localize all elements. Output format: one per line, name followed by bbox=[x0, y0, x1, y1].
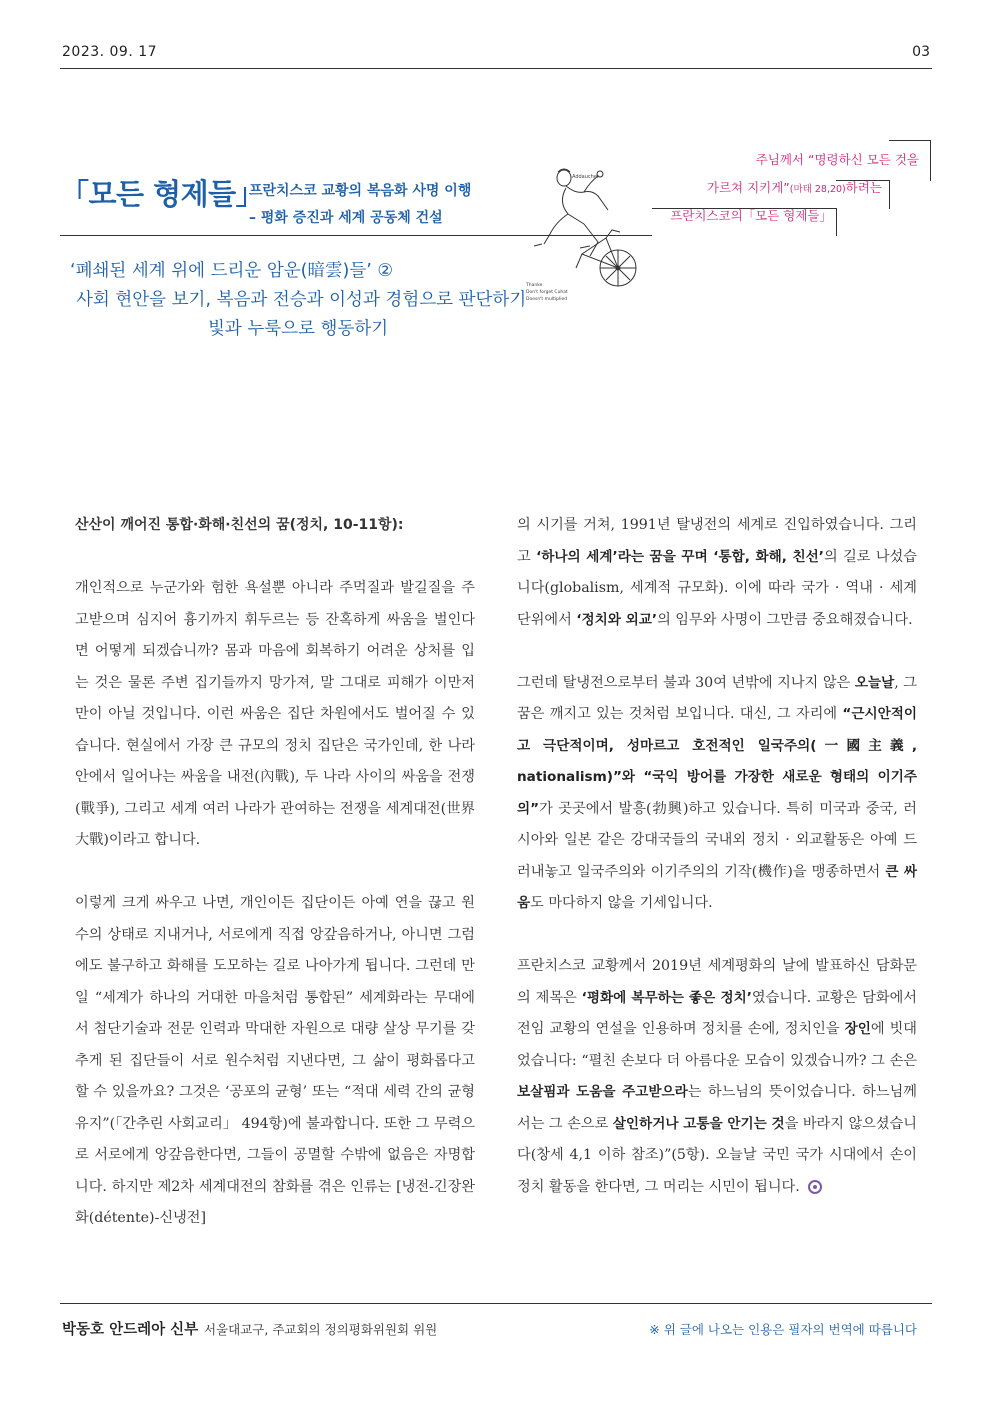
motto-line-2-text: 가르쳐 지키게” bbox=[706, 180, 790, 195]
translation-note: ※ 위 글에 나오는 인용은 필자의 번역에 따릅니다 bbox=[649, 1322, 917, 1337]
author-role: 서울대교구, 주교회의 정의평화위원회 위원 bbox=[204, 1322, 438, 1337]
illustration-caption-top: Addaucher bbox=[572, 174, 599, 180]
p4-emphasis-3: 큰 싸움 bbox=[517, 863, 917, 911]
p3-text-d: 의 임무와 사명이 그만큼 중요해졌습니다. bbox=[657, 611, 913, 628]
paragraph-3 bbox=[517, 510, 917, 636]
p5-text-d: 에 빗대었습니다: “펼친 손보다 더 아름다운 모습이 있겠습니까? 그 손은 bbox=[517, 1021, 917, 1069]
p5-text-f: 을 바라지 않으셨습니다(창세 4,1 이하 참조)”(5항). 오늘날 국민 국가 시대에서 손이 정치 활동을 한다면, 그 머리는 시민이 됩니다. bbox=[517, 1115, 917, 1195]
p4-text-a: 그런데 탈냉전으로부터 불과 30여 년밖에 지나지 않은 bbox=[517, 674, 855, 691]
p4-text-c: , 그 꿈은 깨지고 있는 것처럼 보입니다. 대신, 그 자리에 bbox=[517, 674, 917, 722]
article-title-line-1: ‘폐쇄된 세계 위에 드리운 암운(暗雲)들’ ② bbox=[70, 261, 394, 281]
motto-step-1 bbox=[889, 140, 931, 181]
body-column-left bbox=[75, 510, 475, 1266]
p4-emphasis-1: 오늘날 bbox=[854, 674, 895, 691]
p5-text-e: 는 하느님의 뜻이었습니다. 하느님께서는 그 손으로 bbox=[517, 1084, 917, 1132]
p4-text-e: 도 마다하지 않을 기세입니다. bbox=[530, 895, 713, 911]
motto-line-1: 주님께서 “명령하신 모든 것을 bbox=[755, 152, 919, 167]
end-of-article-icon bbox=[808, 1180, 822, 1194]
p5-emphasis-4: 살인하거나 고통을 안기는 것 bbox=[612, 1115, 785, 1132]
illustration-caption-2: Don't forget Cuhat bbox=[526, 290, 568, 295]
section-heading: 산산이 깨어진 통합·화해·친선의 꿈(정치, 10-11항): bbox=[75, 517, 404, 533]
paragraph-4 bbox=[517, 668, 917, 920]
issue-date: 2023. 09. 17 bbox=[62, 44, 158, 60]
article-title-line-2: 사회 현안을 보기, 복음과 전승과 이성과 경험으로 판단하기 bbox=[76, 290, 527, 310]
header-divider bbox=[60, 68, 932, 69]
p3-text-c: 의 길로 나섰습니다(globalism, 세계적 규모화). 이에 따라 국가 · 역내 · 세계 단위에서 bbox=[517, 548, 917, 628]
article-title-line-3: 빛과 누룩으로 행동하기 bbox=[208, 319, 389, 339]
series-subtitle-1: 프란치스코 교황의 복음화 사명 이행 bbox=[249, 183, 472, 199]
p5-text-c: 였습니다. 교황은 담화에서 전임 교황의 연설을 인용하며 정치를 손에, 정치인을 bbox=[517, 989, 917, 1037]
p3-emphasis-2: ‘정치와 외교’ bbox=[576, 611, 658, 628]
motto-step-3 bbox=[652, 208, 837, 236]
p5-emphasis-2: 장인 bbox=[844, 1021, 871, 1037]
motto-step-2 bbox=[836, 180, 890, 209]
motto-line-3: 프란치스코의「모든 형제들」 bbox=[670, 208, 832, 223]
body-column-right bbox=[517, 510, 917, 1235]
p5-text-a: 프란치스코 교황께서 2019년 세계평화의 날에 발표하신 담화문의 제목은 bbox=[517, 958, 917, 1006]
page-number: 03 bbox=[912, 44, 930, 60]
p5-emphasis-3: 보살핌과 도움을 주고받으라 bbox=[517, 1084, 688, 1100]
cyclist-sketch-icon bbox=[522, 158, 644, 308]
motto-line-2-end: 하려는 bbox=[845, 180, 882, 195]
paragraph-5 bbox=[517, 951, 917, 1203]
series-subtitle-2: – 평화 증진과 세계 공동체 건설 bbox=[249, 210, 443, 226]
footer-divider bbox=[60, 1303, 932, 1304]
motto-line-2-ref: (마태 28,20) bbox=[789, 184, 846, 195]
p4-text-d: 가 곳곳에서 발흥(勃興)하고 있습니다. 특히 미국과 중국, 러시아와 일본 같은 강대국들의 국내외 정치 · 외교활동은 아예 드러내놓고 일국주의와 이기주의의 기작(機作)을 맹종하면서 bbox=[517, 800, 917, 880]
p4-emphasis-2: “근시안적이고 극단적이며, 성마르고 호전적인 일국주의(一國主義, nationalism)”와 “국익 방어를 가장한 새로운 형태의 이기주의” bbox=[517, 706, 917, 817]
illustration-caption-3: Doesn't multiplied bbox=[526, 297, 568, 302]
illustration-caption-1: Thanke bbox=[526, 283, 543, 288]
paragraph-2: 이렇게 크게 싸우고 나면, 개인이든 집단이든 아예 연을 끊고 원수의 상태로 지내거나, 서로에게 직접 앙갚음하거나, 아니면 그럼에도 불구하고 화해를 도모하는 길로 나아가게 됩니다. 그런데 만일 “세계가 하나의 거대한 마을처럼 통합된” 세계화라는 무대에서 첨단기술과 전문 인력과 막대한 자원으로 대량 살상 무기를 갖추게 된 집단들이 서로 원수처럼 지낸다면, 그 삶이 평화롭다고 할 수 있을까요? 그것은 ‘공포의 균형’ 또는 “적대 세력 간의 균형 유지”(「간추린 사회교리」 494항)에 불과합니다. 또한 그 무력으로 서로에게 앙갚음한다면, 그들이 공멸할 수밖에 없음은 자명합니다. 하지만 제2차 세계대전의 참화를 겪은 인류는 [냉전-긴장완화(détente)-신냉전] bbox=[75, 895, 475, 1226]
p5-emphasis-1: ‘평화에 복무하는 좋은 정치’ bbox=[581, 989, 752, 1006]
series-title: 「모든 형제들」 bbox=[60, 177, 265, 211]
p3-emphasis-1: ‘하나의 세계’라는 꿈을 꾸며 ‘통합, 화해, 친선’ bbox=[536, 548, 824, 565]
author-name: 박동호 안드레아 신부 bbox=[62, 1322, 199, 1338]
p3-text-a: 의 시기를 거쳐, 1991년 탈냉전의 세계로 진입하였습니다. 그리고 bbox=[517, 517, 917, 565]
paragraph-1: 개인적으로 누군가와 험한 욕설뿐 아니라 주먹질과 발길질을 주고받으며 심지어 흉기까지 휘두르는 등 잔혹하게 싸움을 벌인다면 어떻게 되겠습니까? 몸과 마음에 회복하기 어려운 상처를 입는 것은 물론 주변 집기들까지 망가져, 말 그대로 피해가 이만저만이 아닐 것입니다. 이런 싸움은 집단 차원에서도 벌어질 수 있습니다. 현실에서 가장 큰 규모의 정치 집단은 국가인데, 한 나라 안에서 일어나는 싸움을 내전(內戰), 두 나라 사이의 싸움을 전쟁(戰爭), 그리고 세계 여러 나라가 관여하는 전쟁을 세계대전(世界大戰)이라고 합니다. bbox=[75, 580, 475, 848]
